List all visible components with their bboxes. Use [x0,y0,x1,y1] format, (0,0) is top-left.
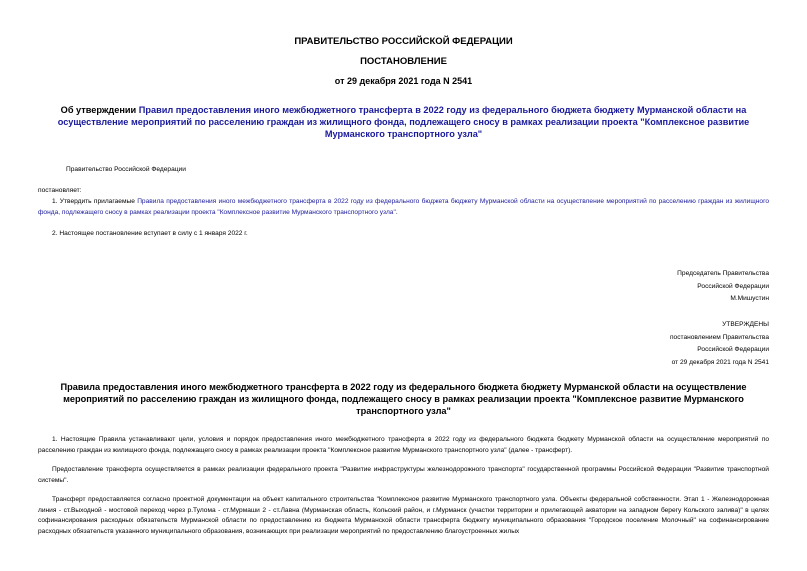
resolution-item-2: 2. Настоящее постановление вступает в силу с 1 января 2022 г. [52,230,248,237]
item1-rules-link[interactable]: Правила предоставления иного межбюджетного трансферта в 2022 году из федерального бюджета бюджету Мурманской области на осуществление мероприятий по расселению граждан из жилищного фонда, подлежащего сносу в рамках реализации проекта "Комплексное развитие Мурманского транспортного узла" [38,198,769,216]
signature-position: Председатель Правительства [677,270,769,277]
item1-suffix: . [395,208,398,216]
rules-paragraph-3: Трансферт предоставляется согласно проектной документации на объект капитального строительства "Комплексное развитие Мурманского транспортного узла. Объекты федеральной собственности. Этап 1 - Железнодорожная линия - ст.Выходной - мостовой переход через р.Тулома - ст.Мурмаши 2 - ст.Лавна (Мурманская область, Кольский район, и г.Мурманск (участки территории и прилегающей акватории на западном берегу Кольского залива)" в целях софинансирования расходных обязательств Мурманской области по предоставлению из бюджета Мурманской области трансферта бюджету муниципального образования "Городское поселение Молочный" на софинансирование расходных обязательств указанного муниципального образования, возникающих при реализации мероприятий по предоставлению благоустроенных жилых [38,496,769,535]
document-title [30,104,777,140]
signature-block [677,268,769,306]
approved-label: УТВЕРЖДЕНЫ [722,321,769,328]
rules-title: Правила предоставления иного межбюджетного трансферта в 2022 году из федерального бюджета бюджету Мурманской области на осуществление мероприятий по расселению граждан из жилищного фонда, подлежащего сносу в рамках реализации проекта "Комплексное развитие Мурманского транспортного узла" [60,382,747,416]
rules-paragraph-1: 1. Настоящие Правила устанавливают цели, условия и порядок предоставления иного межбюджетного трансферта в 2022 году из федерального бюджета бюджету Мурманской области на осуществление мероприятий по расселению граждан из жилищного фонда, подлежащего сносу в рамках реализации проекта "Комплексное развитие Мурманского транспортного узла" (далее - трансферт). [38,436,769,454]
resolution-item-1 [38,197,769,218]
item1-prefix: 1. Утвердить прилагаемые [52,198,138,205]
approved-date: от 29 декабря 2021 года N 2541 [671,358,769,366]
approved-by: постановлением Правительства [669,333,769,341]
signature-name: М.Мишустин [730,295,769,302]
resolves-text: постановляет: [38,187,82,194]
title-rules-link[interactable]: Правил предоставления иного межбюджетного трансферта в 2022 году из федерального бюджета бюджету Мурманской области на осуществление мероприятий по расселению граждан из жилищного фонда, подлежащего сносу в рамках реализации проекта "Комплексное развитие Мурманского транспортного узла" [57,105,750,139]
government-reference: Правительство Российской Федерации [66,166,186,173]
approval-block [670,319,769,369]
title-prefix: Об утверждении [60,105,139,115]
approved-country: Российской Федерации [697,346,769,353]
government-heading: ПРАВИТЕЛЬСТВО РОССИЙСКОЙ ФЕДЕРАЦИИ [294,36,513,47]
signature-country: Российской Федерации [697,282,769,290]
document-date-number: от 29 декабря 2021 года N 2541 [334,76,473,86]
rules-paragraph-2: Предоставление трансферта осуществляется в рамках реализации федерального проекта "Развитие инфраструктуры железнодорожного транспорта" государственной программы Российской Федерации "Развитие транспортной системы". [38,466,769,484]
document-type-heading: ПОСТАНОВЛЕНИЕ [360,56,447,67]
